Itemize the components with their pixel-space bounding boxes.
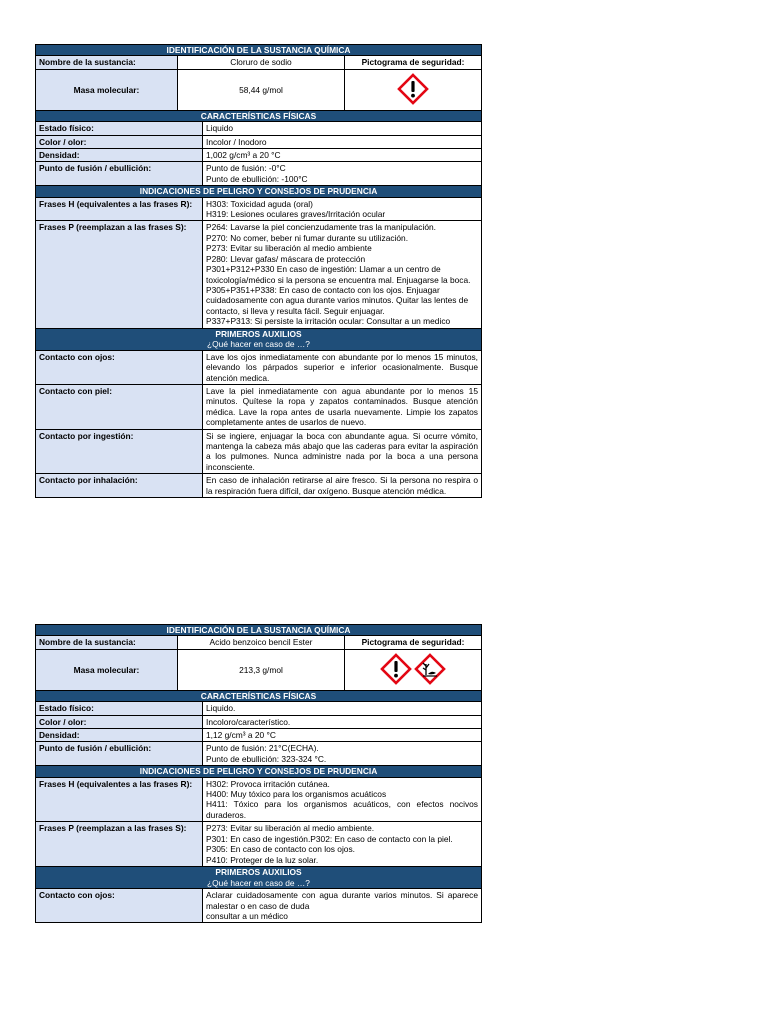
p-phrase: P273: Evitar su liberación al medio ambiente: [206, 243, 372, 254]
eye-contact-text: Lave los ojos inmediatamente con abundante por lo menos 15 minutos, elevando los párpados superior e inferior ocasionalmente. Busque atención medica.: [203, 350, 482, 384]
p-phrase: P264: Lavarse la piel concienzudamente tras la manipulación.: [206, 222, 436, 233]
first-aid-subtitle: ¿Qué hacer en caso de …?: [207, 877, 310, 888]
physical-title: CARACTERÍSTICAS FÍSICAS: [36, 690, 482, 701]
ghs-environment-icon: [414, 653, 446, 685]
first-aid-header: [36, 328, 482, 350]
h-phrase: H400: Muy tóxico para los organismos acuáticos: [206, 789, 387, 800]
color-value: Incolor / Inodoro: [203, 135, 482, 148]
pictogram-label: Pictograma de seguridad:: [345, 56, 482, 69]
hazard-header: [36, 766, 482, 777]
hazard-title: INDICACIONES DE PELIGRO Y CONSEJOS DE PRUDENCIA: [36, 186, 482, 197]
h-phrase: H411: Tóxico para los organismos acuáticos, con efectos nocivos duraderos.: [206, 799, 478, 820]
density-label: Densidad:: [36, 729, 203, 742]
density-value: 1,12 g/cm³ a 20 °C: [203, 729, 482, 742]
color-value: Incoloro/característico.: [203, 715, 482, 728]
state-label: Estado físico:: [36, 122, 203, 135]
h-phrases-label: Frases H (equivalentes a las frases R):: [36, 777, 203, 822]
first-aid-header: [36, 866, 482, 888]
h-phrases-value: [203, 777, 482, 822]
p-phrase: P280: Llevar gafas/ máscara de protección: [206, 253, 366, 264]
p-phrase: P270: No comer, beber ni fumar durante su utilización.: [206, 232, 409, 243]
molecular-mass-label: Masa molecular:: [36, 649, 178, 690]
melting-boiling-value: [203, 742, 482, 766]
p-phrase: P305+P351+P338: En caso de contacto con los ojos. Enjuagar cuidadosamente con agua durante varios minutos. Quitar las lentes de contacto, si lleva y resulta fácil. Seguir enjuagar.: [206, 284, 469, 316]
h-phrase: H319: Lesiones oculares graves/Irritación ocular: [206, 209, 386, 220]
inhalation-label: Contacto por inhalación:: [36, 474, 203, 498]
molecular-mass-value: 58,44 g/mol: [178, 69, 345, 110]
h-phrases-label: Frases H (equivalentes a las frases R):: [36, 197, 203, 221]
identification-header: [36, 45, 482, 56]
molecular-mass-value: 213,3 g/mol: [178, 649, 345, 690]
eye-contact-label: Contacto con ojos:: [36, 350, 203, 384]
boiling-point: Punto de ebullición: 323-324 °C.: [206, 753, 327, 764]
eye-contact-line: Aclarar cuidadosamente con agua durante varios minutos. Si aparece malestar o en caso de duda: [206, 890, 478, 911]
color-label: Color / olor:: [36, 135, 203, 148]
ghs-exclamation-icon: [380, 653, 412, 685]
hazard-header: [36, 186, 482, 197]
h-phrase: H302: Provoca irritación cutánea.: [206, 778, 330, 789]
pictogram-cell: [345, 69, 482, 110]
ghs-exclamation-icon: [397, 73, 429, 105]
physical-header: [36, 690, 482, 701]
melting-point: Punto de fusión: 21°C(ECHA).: [206, 743, 319, 754]
first-aid-title-cell: [36, 328, 482, 350]
p-phrases-value: [203, 822, 482, 867]
melting-point: Punto de fusión: -0°C: [206, 163, 286, 174]
safety-sheet-sodium-chloride: [35, 44, 482, 498]
p-phrases-value: [203, 221, 482, 328]
substance-name-value: Cloruro de sodio: [178, 56, 345, 69]
identification-title: IDENTIFICACIÓN DE LA SUSTANCIA QUÍMICA: [36, 45, 482, 56]
pictogram-cell: [345, 649, 482, 690]
state-label: Estado físico:: [36, 702, 203, 715]
identification-title: IDENTIFICACIÓN DE LA SUSTANCIA QUÍMICA: [36, 625, 482, 636]
density-value: 1,002 g/cm³ a 20 °C: [203, 149, 482, 162]
p-phrases-label: Frases P (reemplazan a las frases S):: [36, 221, 203, 328]
melting-boiling-label: Punto de fusión / ebullición:: [36, 162, 203, 186]
identification-header: [36, 625, 482, 636]
molecular-mass-label: Masa molecular:: [36, 69, 178, 110]
state-value: Liquido: [203, 122, 482, 135]
physical-header: [36, 110, 482, 121]
color-label: Color / olor:: [36, 715, 203, 728]
p-phrase: P301: En caso de ingestión.P302: En caso de contacto con la piel.: [206, 833, 453, 844]
eye-contact-text: [203, 889, 482, 923]
first-aid-title: PRIMEROS AUXILIOS: [215, 328, 302, 339]
substance-name-label: Nombre de la sustancia:: [36, 56, 178, 69]
substance-name-label: Nombre de la sustancia:: [36, 636, 178, 649]
p-phrase: P410: Proteger de la luz solar.: [206, 854, 319, 865]
substance-name-value: Acido benzoico bencil Ester: [178, 636, 345, 649]
safety-sheet-benzyl-benzoate: [35, 624, 482, 923]
p-phrase: P273: Evitar su liberación al medio ambiente.: [206, 823, 375, 834]
first-aid-subtitle: ¿Qué hacer en caso de …?: [207, 339, 310, 350]
hazard-title: INDICACIONES DE PELIGRO Y CONSEJOS DE PRUDENCIA: [36, 766, 482, 777]
boiling-point: Punto de ebullición: -100°C: [206, 173, 308, 184]
state-value: Liquido.: [203, 702, 482, 715]
p-phrases-label: Frases P (reemplazan a las frases S):: [36, 822, 203, 867]
p-phrase: P301+P312+P330 En caso de ingestión: Llamar a un centro de toxicología/médico si la persona se encuentra mal. Enjuagarse la boca.: [206, 264, 471, 285]
skin-contact-text: Lave la piel inmediatamente con agua abundante por lo menos 15 minutos. Quítese la ropa y zapatos contaminados. Busque atención médica. Lave la ropa antes de usarla nuevamente. Limpie los zapatos completamente antes de usarlos de nuevo.: [203, 384, 482, 429]
eye-contact-line: consultar a un médico: [206, 910, 288, 921]
first-aid-title-cell: [36, 866, 482, 888]
physical-title: CARACTERÍSTICAS FÍSICAS: [36, 110, 482, 121]
pictogram-label: Pictograma de seguridad:: [345, 636, 482, 649]
eye-contact-label: Contacto con ojos:: [36, 889, 203, 923]
ingestion-label: Contacto por ingestión:: [36, 429, 203, 474]
melting-boiling-label: Punto de fusión / ebullición:: [36, 742, 203, 766]
density-label: Densidad:: [36, 149, 203, 162]
h-phrases-value: [203, 197, 482, 221]
skin-contact-label: Contacto con piel:: [36, 384, 203, 429]
ingestion-text: Si se ingiere, enjuagar la boca con abundante agua. Si ocurre vómito, mantenga la cabeza más abajo que las caderas para evitar la aspiración a los pulmones. Nunca administre nada por la boca a una persona inconsciente.: [203, 429, 482, 474]
p-phrase: P337+P313: Si persiste la irritación ocular: Consultar a un medico: [206, 316, 451, 327]
h-phrase: H303: Toxicidad aguda (oral): [206, 198, 313, 209]
melting-boiling-value: [203, 162, 482, 186]
inhalation-text: En caso de inhalación retirarse al aire fresco. Si la persona no respira o la respiración fuera difícil, dar oxígeno. Busque atención médica.: [203, 474, 482, 498]
first-aid-title: PRIMEROS AUXILIOS: [215, 866, 302, 877]
p-phrase: P305: En caso de contacto con los ojos.: [206, 844, 355, 855]
